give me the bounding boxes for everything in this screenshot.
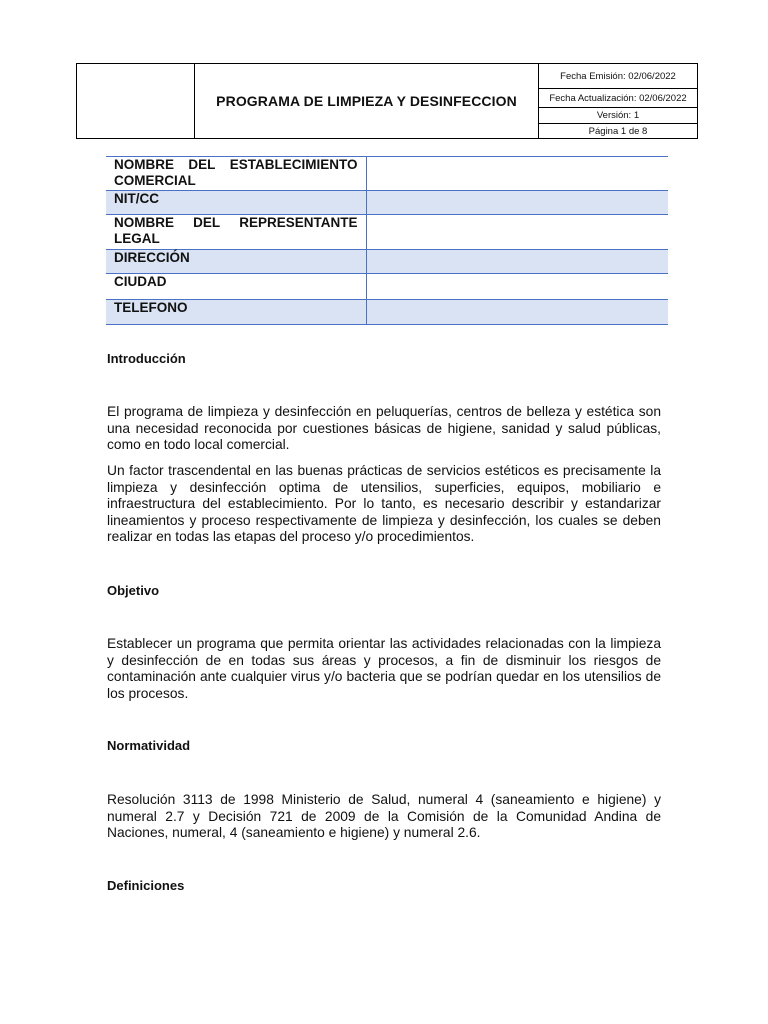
heading-objetivo: Objetivo — [107, 583, 160, 598]
paragraph-normatividad: Resolución 3113 de 1998 Ministerio de Salud, numeral 4 (saneamiento e higiene) y numeral 2.7 y Decisión 721 de 2009 de la Comisión de la Comunidad Andina de Naciones, numeral, 4 (saneamiento e higiene) y numeral 2.6. — [107, 792, 661, 841]
row-value[interactable] — [366, 300, 668, 325]
row-value[interactable] — [366, 215, 668, 250]
table-row — [106, 300, 668, 325]
row-label: CIUDAD — [106, 274, 366, 300]
paragraph-introduccion-1: El programa de limpieza y desinfección en peluquerías, centros de belleza y estética son una necesidad reconocida por cuestiones básicas de higiene, sanidad y salud públicas, como en todo local comercial. — [107, 404, 661, 453]
heading-definiciones: Definiciones — [107, 878, 185, 893]
logo-placeholder — [77, 64, 195, 138]
heading-normatividad: Normatividad — [107, 738, 191, 753]
table-row — [106, 274, 668, 300]
row-label: NOMBRE DEL REPRESENTANTE LEGAL — [106, 215, 366, 250]
version: Versión: 1 — [539, 108, 697, 124]
row-value[interactable] — [366, 274, 668, 300]
table-row — [106, 250, 668, 274]
paragraph-introduccion-2: Un factor trascendental en las buenas prácticas de servicios estéticos es precisamente la limpieza y desinfección optima de utensilios, superficies, equipos, mobiliario e infraestructura del establecimiento. Por lo tanto, es necesario describir y estandarizar lineamientos y proceso respectivamente de limpieza y desinfección, los cuales se deben realizar en todas las etapas del proceso y/o procedimientos. — [107, 463, 661, 545]
table-row — [106, 157, 668, 191]
row-value[interactable] — [366, 250, 668, 274]
document-meta — [539, 64, 697, 138]
row-label: NIT/CC — [106, 191, 366, 215]
document-title: PROGRAMA DE LIMPIEZA Y DESINFECCION — [195, 64, 539, 138]
row-label: TELEFONO — [106, 300, 366, 325]
paragraph-objetivo: Establecer un programa que permita orientar las actividades relacionadas con la limpieza y desinfección de en todas sus áreas y procesos, a fin de disminuir los riesgos de contaminación ante cualquier virus y/o bacteria que se podrían quedar en los utensilios de los procesos. — [107, 636, 661, 701]
heading-introduccion: Introducción — [107, 351, 186, 366]
table-row — [106, 215, 668, 250]
fecha-actualizacion: Fecha Actualización: 02/06/2022 — [539, 89, 697, 108]
row-label: NOMBRE DEL ESTABLECIMIENTO COMERCIAL — [106, 157, 366, 191]
fecha-emision: Fecha Emisión: 02/06/2022 — [539, 64, 697, 89]
establishment-info-table — [106, 156, 668, 325]
pagina: Página 1 de 8 — [588, 125, 648, 137]
table-row — [106, 191, 668, 215]
document-header — [76, 63, 698, 139]
row-value[interactable] — [366, 191, 668, 215]
row-label: DIRECCIÓN — [106, 250, 366, 274]
row-value[interactable] — [366, 157, 668, 191]
